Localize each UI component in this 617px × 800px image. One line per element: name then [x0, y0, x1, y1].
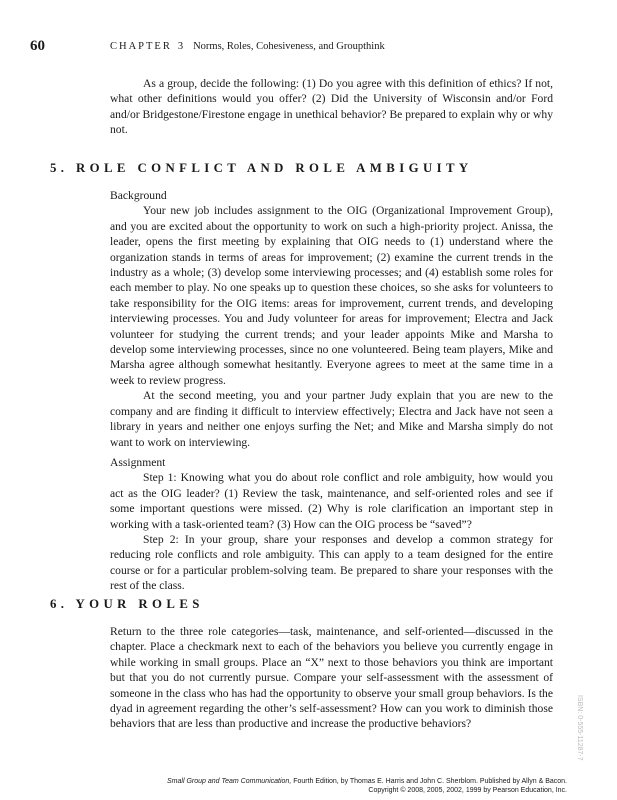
assignment-label: Assignment	[110, 455, 166, 469]
chapter-title: Norms, Roles, Cohesiveness, and Groupthink	[193, 41, 385, 52]
section-6-heading: 6. YOUR ROLES	[50, 597, 204, 611]
background-label: Background	[110, 189, 167, 202]
footer-credit-line: Fourth Edition, by Thomas E. Harris and John C. Sherblom. Published by Allyn & Bacon.	[291, 778, 567, 785]
intro-paragraph: As a group, decide the following: (1) Do you agree with this definition of ethics? If not, what other definitions would you offer? (2) Did the University of Wisconsin and/or Ford and/or Bridgestone/Firestone engage in unethical behavior? Be prepared to explain why or why not.	[110, 77, 554, 137]
footer-copyright: Copyright © 2008, 2005, 2002, 1999 by Pearson Education, Inc.	[368, 787, 567, 794]
footer-book-title: Small Group and Team Communication,	[167, 778, 292, 785]
assignment-step-2: Step 2: In your group, share your responses and develop a common strategy for reducing role conflicts and role ambiguity. This can apply to a team designed for the entire course or for a particular problem-solving team. Be prepared to share your responses with the rest of the class.	[110, 532, 553, 593]
assignment-step-1: Step 1: Knowing what you do about role conflict and role ambiguity, how would you act as the OIG leader? (1) Review the task, maintenance, and self-oriented roles and see if some important questions were missed. (2) Why is role clarification an important step in working with a task-oriented team? (3) How can the OIG process be “saved”?	[110, 471, 553, 531]
section-5-heading: 5. ROLE CONFLICT AND ROLE AMBIGUITY	[50, 161, 473, 175]
page-number: 60	[30, 38, 45, 54]
footer-credit	[167, 777, 567, 795]
section-6-body	[110, 624, 553, 732]
background-paragraph-2: At the second meeting, you and your partner Judy explain that you are new to the company and are finding it difficult to interview effectively; Electra and Jack have not seen a library in years and neither one enjoys surfing the Net; and Mike and Marsha simply do not want to work on interviewing.	[110, 389, 553, 449]
chapter-label: CHAPTER	[110, 41, 172, 52]
running-head	[110, 41, 385, 52]
section-5-body	[110, 188, 553, 594]
background-paragraph-1: Your new job includes assignment to the OIG (Organizational Improvement Group), and you are excited about the opportunity to work on such a high-priority project. Anissa, the leader, opens the first meeting by explaining that OIG needs to (1) understand where the organization stands in terms of areas for improvement; (2) examine the current trends in the industry as a whole; (3) develop some interviewing processes; and (4) establish some roles for each member to play. No one speaks up to question these choices, so she asks for volunteers to take responsibility for the OIG items: areas for improvement, current trends, and developing interviewing processes. You and Judy volunteer for areas for improvement; Electra and Jack volunteer for studying the current trends; and your leader appoints Mike and Marsha to develop some interviewing processes, since no one volunteered. Being team players, Mike and Marsha agree although somewhat hesitantly. Everyone agrees to meet at the same time in a week to review progress.	[110, 204, 553, 387]
isbn-watermark: ISBN: 0-555-11287-7	[576, 695, 583, 761]
chapter-number: 3	[177, 41, 184, 52]
intro-block	[110, 76, 553, 138]
section-6-paragraph: Return to the three role categories—task, maintenance, and self-oriented—discussed in the chapter. Place a checkmark next to each of the behaviors you believe you currently engage in while working in small groups. Place an “X” next to those behaviors you think are important but that you do not currently pursue. Compare your self-assessment with the assessment of someone in the class who has had the opportunity to observe your small group behaviors. Is the dyad in agreement regarding the other’s self-assessment? How can you work to diminish those behaviors that are less than productive and increase the productive behaviors?	[110, 625, 553, 731]
